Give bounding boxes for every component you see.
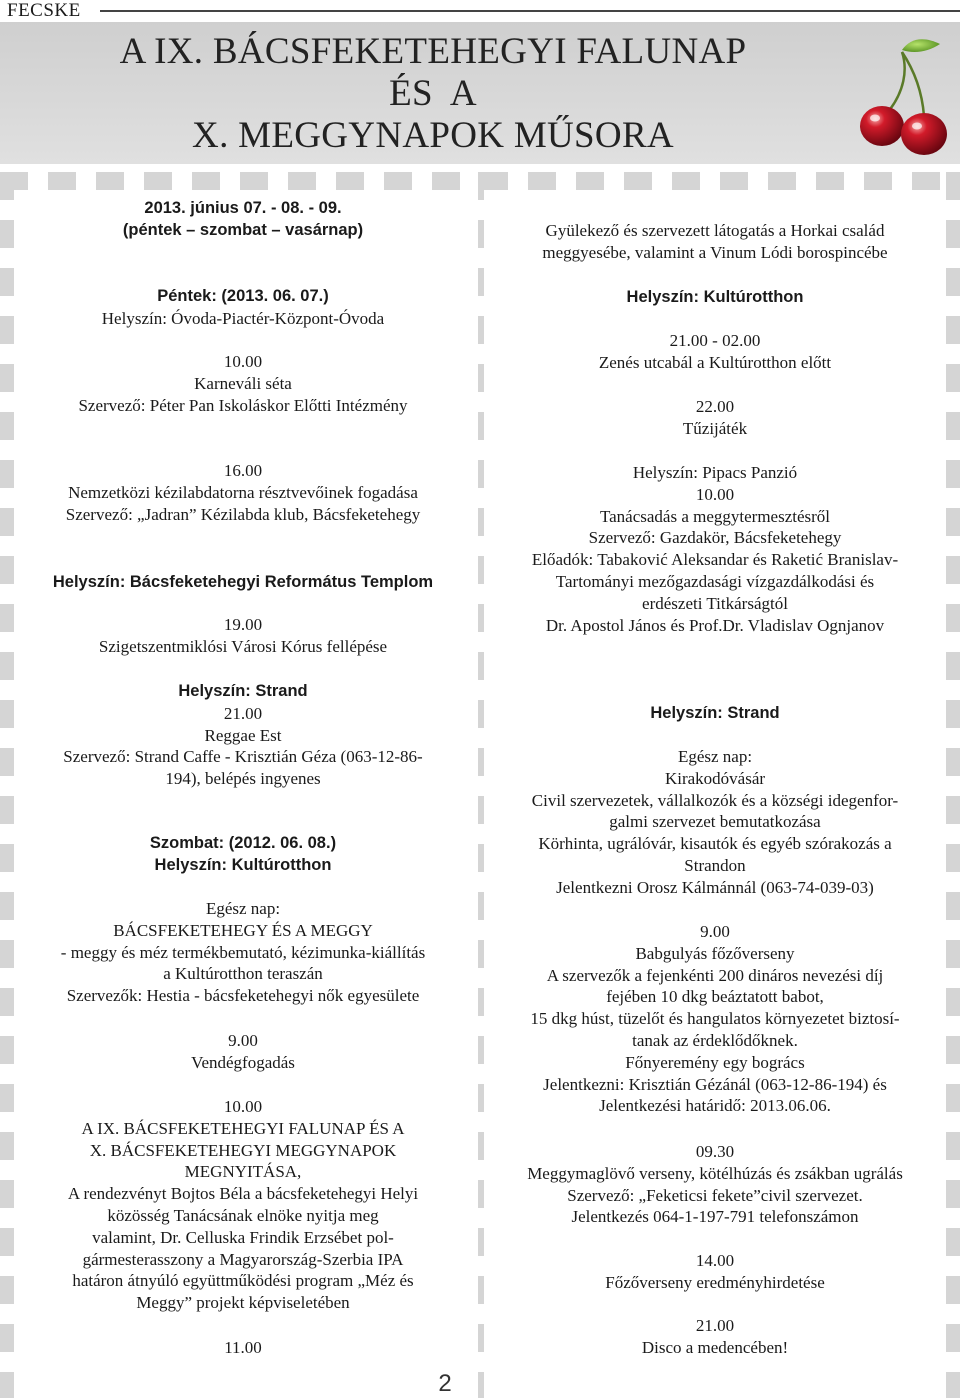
event-dates: 2013. június 07. - 08. - 09.	[144, 199, 342, 217]
event-time: 21.00	[695, 1316, 735, 1335]
event-speakers: Dr. Apostol János és Prof.Dr. Vladislav Ognjanov	[545, 615, 885, 635]
friday-location: Helyszín: Óvoda-Piactér-Központ-Óvoda	[101, 308, 385, 328]
saturday-heading: Szombat: (2012. 06. 08.)	[149, 834, 337, 852]
saturday-allday	[14, 898, 472, 1007]
event-organizer: Szervező: Gazdakör, Bácsfeketehegy	[588, 528, 842, 548]
pipacs-section	[490, 462, 940, 636]
event-time: 10.00	[695, 484, 735, 504]
allday-desc-2: a Kultúrotthon teraszán	[163, 964, 323, 984]
event-contact: Jelentkezés 064-1-197-791 telefonszámon	[571, 1207, 859, 1227]
event-title: Reggae Est	[204, 725, 282, 745]
event-time: 9.00	[228, 1031, 258, 1050]
page-number: 2	[438, 1370, 452, 1397]
event-title: Babgulyás főzőverseny	[635, 943, 795, 963]
event-title: Tűzijáték	[682, 418, 748, 438]
event-line: valamint, Dr. Celluska Frindik Erzsébet pol-	[92, 1227, 394, 1247]
allday-line: Strandon	[684, 855, 746, 875]
friday-event-2	[14, 460, 472, 525]
saturday-location: Helyszín: Kultúrotthon	[154, 855, 332, 874]
event-line: közösség Tanácsának elnöke nyitja meg	[107, 1205, 379, 1225]
event-line: Jelentkezni: Krisztián Gézánál (063-12-86-194) és	[543, 1074, 887, 1094]
page-title	[0, 31, 866, 157]
allday-desc-1: - meggy és méz termékbemutató, kézimunka-kiállítás	[60, 942, 426, 962]
right-allday	[490, 746, 940, 899]
allday-line: galmi szervezet bemutatkozása	[609, 812, 821, 832]
right-event-2	[490, 396, 940, 440]
event-title: Nemzetközi kézilabdatorna résztvevőinek fogadása	[68, 482, 418, 502]
right-event-1	[490, 330, 940, 374]
event-line: Jelentkezési határidő: 2013.06.06.	[599, 1096, 831, 1116]
strand-location: Helyszín: Strand	[178, 682, 308, 700]
event-time: 14.00	[695, 1251, 735, 1270]
friday-section	[14, 286, 472, 330]
event-days: (péntek – szombat – vasárnap)	[122, 221, 364, 239]
allday-line: Körhinta, ugrálóvár, kisautók és egyéb szórakozás a	[538, 834, 892, 854]
event-title: Zenés utcabál a Kultúrotthon előtt	[598, 352, 832, 372]
event-title: Karneváli séta	[194, 373, 292, 393]
event-line: határon átnyúló együttműködési program „Méz és	[72, 1271, 414, 1291]
event-line: Meggy” projekt képviseletében	[136, 1293, 350, 1313]
intro-line-1: Gyülekező és szervezett látogatás a Horkai család	[545, 221, 885, 240]
event-time: 10.00	[223, 352, 263, 371]
title-line-3: X. MEGGYNAPOK MŰSORA	[192, 115, 674, 156]
event-time: 10.00	[223, 1097, 263, 1116]
intro	[490, 220, 940, 264]
event-line: 15 dkg húst, tüzelőt és hangulatos környezetet biztosí-	[530, 1009, 900, 1029]
event-line: X. BÁCSFEKETEHEGYI MEGGYNAPOK	[89, 1140, 397, 1160]
event-title: Meggymaglövő verseny, kötélhúzás és zsákban ugrálás	[527, 1163, 903, 1183]
left-border	[0, 172, 14, 1398]
allday-label: Egész nap:	[205, 899, 281, 918]
event-time: 9.00	[700, 922, 730, 941]
church-location: Helyszín: Bácsfeketehegyi Református Templom	[52, 573, 434, 591]
event-organizer: Szervező: Strand Caffe - Krisztián Géza (063-12-86-	[63, 747, 423, 767]
pipacs-location: Helyszín: Pipacs Panzió	[632, 463, 798, 482]
event-time: 21.00	[223, 703, 263, 723]
event-line: A IX. BÁCSFEKETEHEGYI FALUNAP ÉS A	[81, 1118, 405, 1138]
event-organizer: Szervező: Péter Pan Iskoláskor Előtti Intézmény	[78, 395, 408, 415]
allday-line: Civil szervezetek, vállalkozók és a községi idegenfor-	[531, 790, 899, 810]
saturday-event-3-time: 11.00	[224, 1338, 262, 1357]
event-time: 16.00	[223, 461, 263, 480]
right-border	[946, 172, 960, 1398]
event-title: Szigetszentmiklósi Városi Kórus fellépése	[98, 636, 388, 656]
right-event-3	[490, 921, 940, 1117]
event-speakers: Tartományi mezőgazdasági vízgazdálkodási és	[555, 571, 875, 591]
event-line: A rendezvényt Bojtos Béla a bácsfeketehegyi Helyi	[67, 1184, 419, 1204]
friday-heading: Péntek: (2013. 06. 07.)	[157, 287, 329, 305]
right-event-5	[490, 1250, 940, 1294]
right-event-6	[490, 1315, 940, 1359]
event-line: tanak az érdeklődőknek.	[632, 1030, 798, 1050]
event-line: A szervezők a fejenkénti 200 dináros nevezési díj	[546, 965, 884, 985]
event-line: gármesterasszony a Magyarország-Szerbia IPA	[82, 1249, 404, 1269]
kulturotthon-location: Helyszín: Kultúrotthon	[626, 288, 804, 306]
allday-organizer: Szervezők: Hestia - bácsfeketehegyi nők egyesülete	[66, 986, 420, 1006]
cherry-icon	[852, 30, 952, 160]
strand-location: Helyszín: Strand	[650, 704, 780, 722]
intro-line-2: meggyesébe, valamint a Vinum Lódi borospincébe	[542, 242, 888, 262]
event-speakers: erdészeti Titkárságtól	[642, 593, 788, 613]
allday-title: BÁCSFEKETEHEGY ÉS A MEGGY	[113, 920, 373, 940]
event-time: 22.00	[695, 397, 735, 416]
event-line: fejében 10 dkg beáztatott babot,	[606, 987, 824, 1007]
saturday-section	[14, 833, 472, 877]
event-title: Tanácsadás a meggytermesztésről	[599, 506, 831, 526]
event-time: 21.00 - 02.00	[669, 331, 761, 350]
friday-event-1	[14, 351, 472, 416]
title-line-2: ÉS A	[389, 73, 477, 114]
event-time: 19.00	[223, 615, 263, 634]
saturday-event-2	[14, 1096, 472, 1314]
brand-label: FECSKE	[0, 0, 88, 22]
allday-title: Kirakodóvásár	[664, 768, 766, 788]
right-event-4	[490, 1141, 940, 1228]
friday-event-4	[14, 681, 472, 790]
event-line: Főnyeremény egy bogrács	[625, 1052, 805, 1072]
top-rule	[100, 10, 960, 12]
event-organizer: Szervező: „Jadran” Kézilabda klub, Bácsfeketehegy	[65, 504, 421, 524]
event-title: Disco a medencében!	[641, 1337, 789, 1357]
title-line-1: A IX. BÁCSFEKETEHEGYI FALUNAP	[119, 31, 747, 72]
event-title: Főzőverseny eredményhirdetése	[605, 1272, 825, 1292]
event-title: Vendégfogadás	[191, 1052, 295, 1072]
event-time: 09.30	[695, 1142, 735, 1161]
saturday-event-1	[14, 1030, 472, 1074]
event-line: MEGNYITÁSA,	[184, 1162, 302, 1182]
allday-label: Egész nap:	[677, 747, 753, 766]
event-speakers: Előadók: Tabaković Aleksandar és Raketić Branislav-	[531, 550, 899, 570]
event-organizer: Szervező: „Feketicsi fekete”civil szervezet.	[567, 1185, 863, 1205]
event-note: 194), belépés ingyenes	[165, 769, 321, 789]
allday-line: Jelentkezni Orosz Kálmánnál (063-74-039-03)	[556, 877, 874, 897]
friday-event-3	[14, 614, 472, 658]
